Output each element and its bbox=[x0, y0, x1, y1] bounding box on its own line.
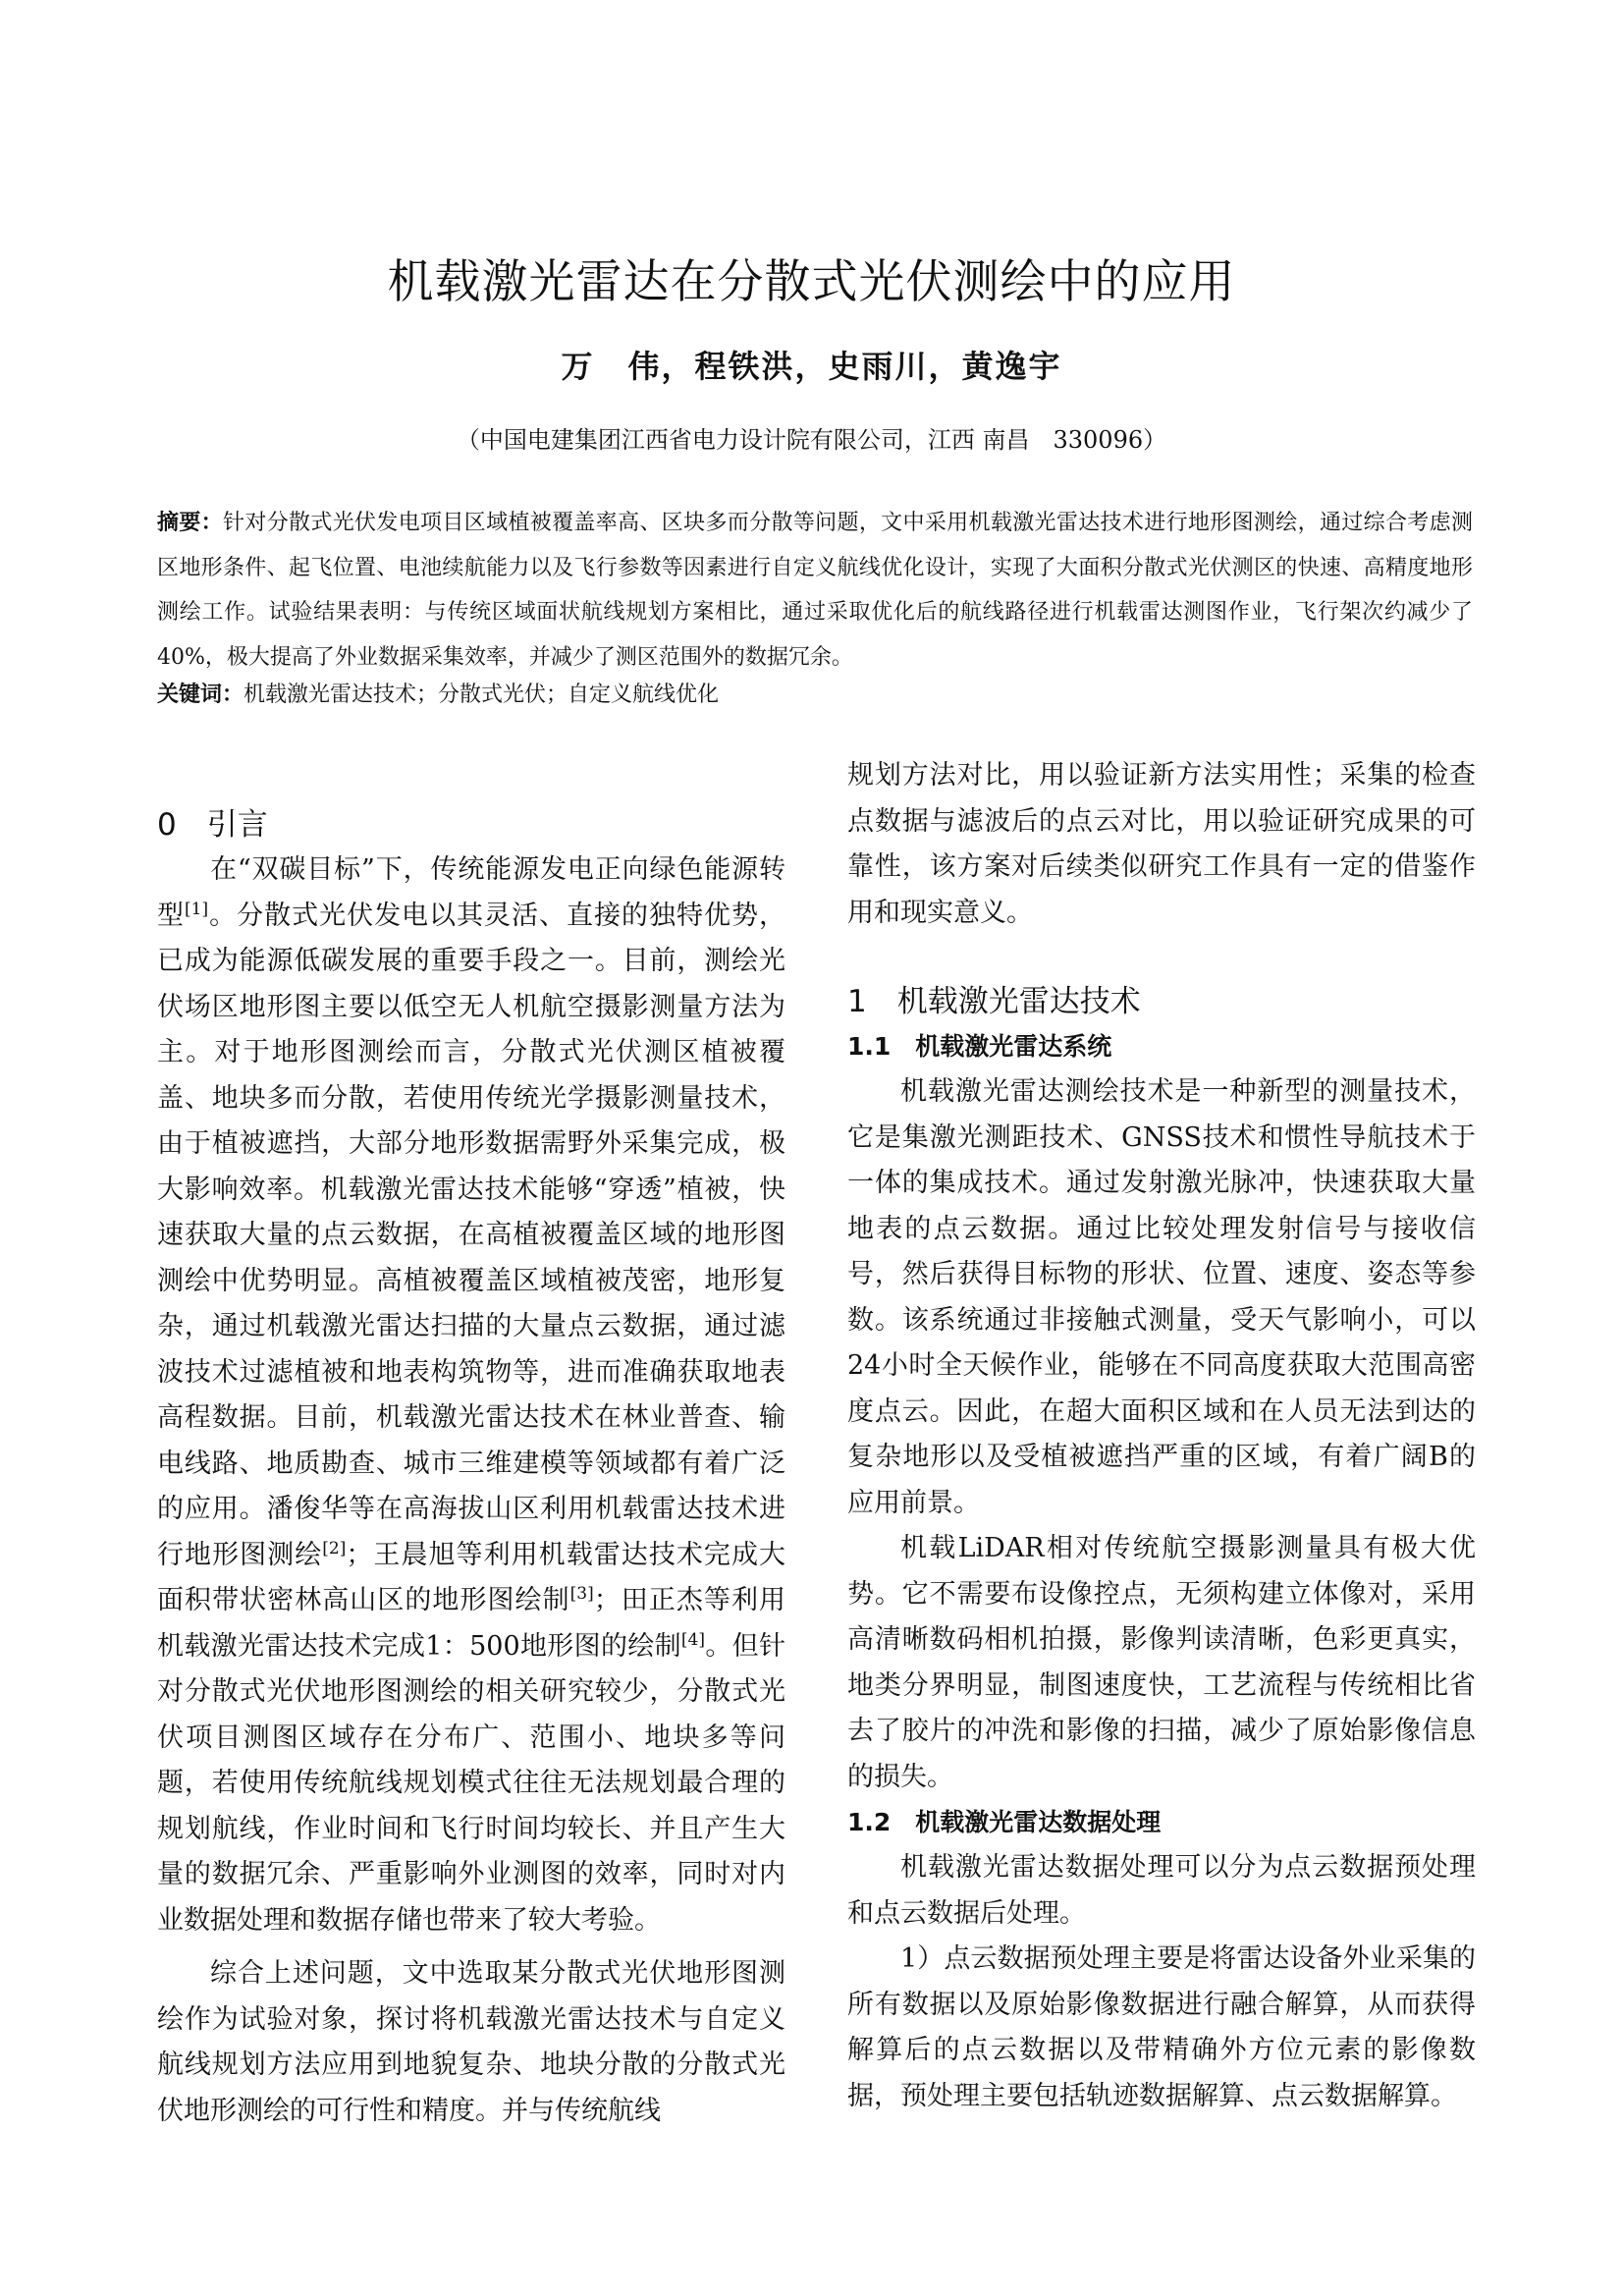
intro-paragraph-2-continued: 规划方法对比，用以验证新方法实用性；采集的检查点数据与滤波后的点云对比，用以验证研究成果的可靠性，该方案对后续类似研究工作具有一定的借鉴作用和现实意义。 bbox=[847, 760, 1476, 928]
keywords bbox=[157, 673, 1473, 717]
abstract bbox=[157, 501, 1473, 680]
author-list: 万 伟，程铁洪，史雨川，黄逸宇 bbox=[561, 348, 1062, 385]
keywords-label: 关键词： bbox=[157, 683, 244, 707]
citation-4: [4] bbox=[680, 1629, 706, 1650]
text-run: 。分散式光伏发电以其灵活、直接的独特优势，已成为能源低碳发展的重要手段之一。目前，测绘光伏场区地形图主要以低空无人机航空摄影测量方法为主。对于地形图测绘而言，分散式光伏测区植被覆盖、地块多而分散，若使用传统光学摄影测量技术，由于植被遮挡，大部分地形数据需野外采集完成，极大影响效率。机载激光雷达技术能够“穿透”植被，快速获取大量的点云数据，在高植被覆盖区域的地形图测绘中优势明显。高植被覆盖区域植被茂密，地形复杂，通过机载激光雷达扫描的大量点云数据，通过滤波技术过滤植被和地表构筑物等，进而准确获取地表高程数据。目前，机载激光雷达技术在林业普查、输电线路、地质勘查、城市三维建模等领域都有着广泛的应用。潘俊华等在高海拔山区利用机载雷达技术进行地形图测绘 bbox=[157, 900, 786, 1570]
section-1-heading: 1 机载激光雷达技术 bbox=[847, 984, 1141, 1019]
section-0-heading: 0 引言 bbox=[157, 807, 268, 843]
keywords-text: 机载激光雷达技术；分散式光伏；自定义航线优化 bbox=[243, 683, 720, 707]
right-column bbox=[847, 753, 1476, 2119]
abstract-text: 针对分散式光伏发电项目区域植被覆盖率高、区块多而分散等问题，文中采用机载激光雷达技术进行地形图测绘，通过综合考虑测区地形条件、起飞位置、电池续航能力以及飞行参数等因素进行自定义航线优化设计，实现了大面积分散式光伏测区的快速、高精度地形测绘工作。试验结果表明：与传统区域面状航线规划方案相比，通过采取优化后的航线路径进行机载雷达测图作业，飞行架次约减少了40%，极大提高了外业数据采集效率，并减少了测区范围外的数据冗余。 bbox=[157, 511, 1473, 670]
text-run: 。但针对分散式光伏地形图测绘的相关研究较少，分散式光伏项目测图区域存在分布广、范围小、地块多等问题，若使用传统航线规划模式往往无法规划最合理的规划航线，作业时间和飞行时间均较长、并且产生大量的数据冗余、严重影响外业测图的效率，同时对内业数据处理和数据存储也带来了较大考验。 bbox=[157, 1630, 785, 1936]
citation-2: [2] bbox=[322, 1538, 347, 1558]
paper-title: 机载激光雷达在分散式光伏测绘中的应用 bbox=[387, 255, 1236, 309]
abstract-label: 摘要： bbox=[157, 511, 224, 535]
text-run: ；田正杰等利用机载激光雷达技术完成1：500地形图的绘制 bbox=[157, 1585, 786, 1662]
citation-1: [1] bbox=[185, 899, 209, 919]
text-run: ；王晨旭等利用机载雷达技术完成大面积带状密林高山区的地形图绘制 bbox=[157, 1539, 786, 1615]
affiliation: （中国电建集团江西省电力设计院有限公司，江西 南昌 330096） bbox=[456, 426, 1167, 454]
left-column bbox=[157, 802, 785, 2134]
section-1-2-heading: 1.2 机载激光雷达数据处理 bbox=[847, 1808, 1162, 1836]
section-1-2-paragraph-2: 1）点云数据预处理主要是将雷达设备外业采集的所有数据以及原始影像数据进行融合解算，从而获得解算后的点云数据以及带精确外方位元素的影像数据，预处理主要包括轨迹数据解算、点云数据解算。 bbox=[847, 1943, 1476, 2111]
intro-paragraph-2: 综合上述问题，文中选取某分散式光伏地形图测绘作为试验对象，探讨将机载激光雷达技术与自定义航线规划方法应用到地貌复杂、地块分散的分散式光伏地形测绘的可行性和精度。并与传统航线 bbox=[157, 1958, 785, 2126]
citation-3: [3] bbox=[569, 1584, 594, 1604]
text-run: 在“双碳目标”下，传统能源发电正向绿色能源转型 bbox=[157, 854, 785, 931]
section-1-1-paragraph-2: 机载LiDAR相对传统航空摄影测量具有极大优势。它不需要布设像控点，无须构建立体像对，采用高清晰数码相机拍摄，影像判读清晰，色彩更真实，地类分界明显，制图速度快，工艺流程与传统相比省去了胶片的冲洗和影像的扫描，减少了原始影像信息的损失。 bbox=[847, 1533, 1476, 1792]
intro-paragraph-1 bbox=[157, 847, 785, 1943]
section-1-1-heading: 1.1 机载激光雷达系统 bbox=[847, 1032, 1112, 1061]
section-1-1-paragraph-1: 机载激光雷达测绘技术是一种新型的测量技术，它是集激光测距技术、GNSS技术和惯性导航技术于一体的集成技术。通过发射激光脉冲，快速获取大量地表的点云数据。通过比较处理发射信号与接收信号，然后获得目标物的形状、位置、速度、姿态等参数。该系统通过非接触式测量，受天气影响小，可以24小时全天候作业，能够在不同高度获取大范围高密度点云。因此，在超大面积区域和在人员无法到达的复杂地形以及受植被遮挡严重的区域，有着广阔B的应用前景。 bbox=[847, 1076, 1476, 1518]
section-1-2-paragraph-1: 机载激光雷达数据处理可以分为点云数据预处理和点云数据后处理。 bbox=[847, 1852, 1476, 1929]
